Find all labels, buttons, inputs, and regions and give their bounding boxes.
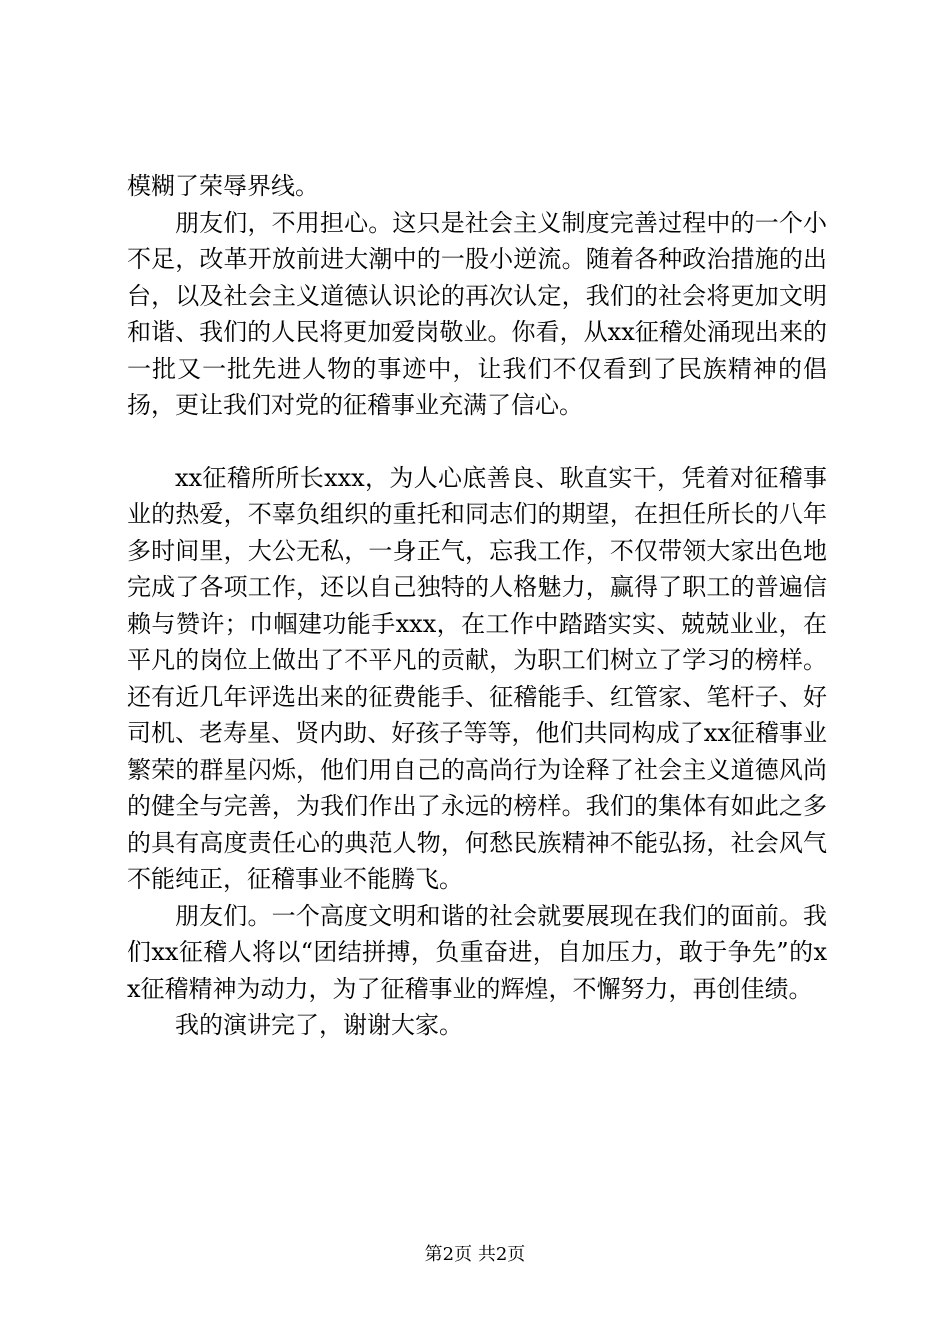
paragraph-closing: 我的演讲完了，谢谢大家。 (175, 1011, 463, 1039)
paragraph-harmonious-society: 朋友们。一个高度文明和谐的社会就要展现在我们的面前。我们xx征稽人将以“团结拼搏，负重奋进，自加压力，敢于争先”的xx征稽精神为动力，为了征稽事业的辉煌，不懈努力，再创佳绩。 (127, 901, 827, 1003)
paragraph-continuation: 模糊了荣辱界线。 (127, 172, 319, 200)
document-body (127, 168, 827, 1044)
paragraph-friends-no-worry: 朋友们，不用担心。这只是社会主义制度完善过程中的一个小不足，改革开放前进大潮中的一股小逆流。随着各种政治措施的出台，以及社会主义道德认识论的再次认定，我们的社会将更加文明和谐、我们的人民将更加爱岗敬业。你看，从xx征稽处涌现出来的一批又一批先进人物的事迹中，让我们不仅看到了民族精神的倡扬，更让我们对党的征稽事业充满了信心。 (127, 208, 827, 419)
page-number-footer: 第2页 共2页 (424, 1244, 526, 1265)
paragraph-exemplary-figures: xx征稽所所长xxx，为人心底善良、耿直实干，凭着对征稽事业的热爱，不辜负组织的重托和同志们的期望，在担任所长的八年多时间里，大公无私，一身正气，忘我工作，不仅带领大家出色地完成了各项工作，还以自己独特的人格魅力，赢得了职工的普遍信赖与赞许；巾帼建功能手xxx，在工作中踏踏实实、兢兢业业，在平凡的岗位上做出了不平凡的贡献，为职工们树立了学习的榜样。还有近几年评选出来的征费能手、征稽能手、红管家、笔杆子、好司机、老寿星、贤内助、好孩子等等，他们共同构成了xx征稽事业繁荣的群星闪烁，他们用自己的高尚行为诠释了社会主义道德风尚的健全与完善，为我们作出了永远的榜样。我们的集体有如此之多的具有高度责任心的典范人物，何愁民族精神不能弘扬，社会风气不能纯正，征稽事业不能腾飞。 (127, 463, 827, 893)
